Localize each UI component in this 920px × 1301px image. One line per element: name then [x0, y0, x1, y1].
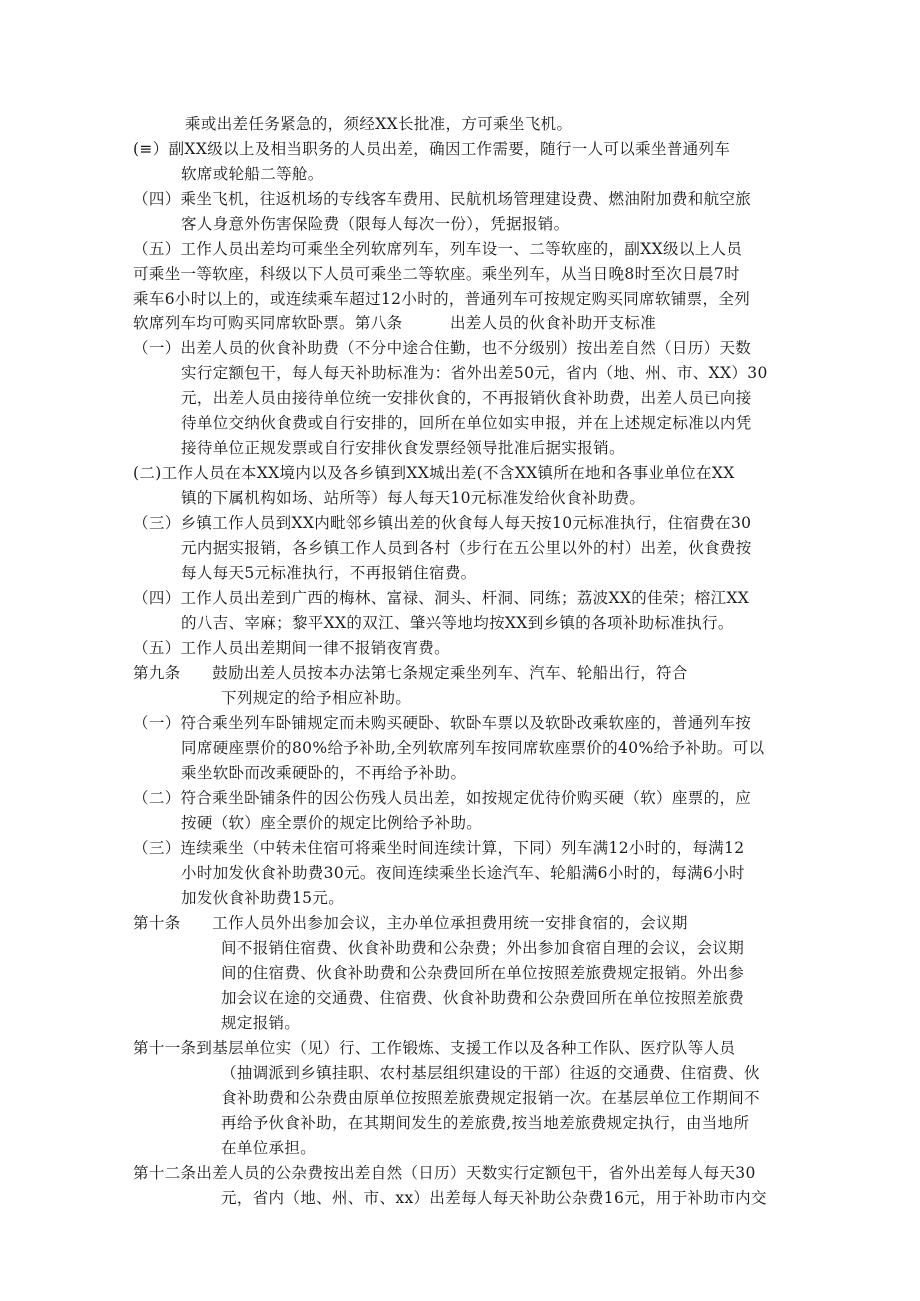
- text-line: 乘车6小时以上的，或连续乘车超过12小时的，普通列车可按规定购买同席软铺票，全列: [133, 290, 751, 308]
- text-line: 间的住宿费、伙食补助费和公杂费回所在单位按照差旅费规定报销。外出参: [221, 964, 745, 982]
- text-line: 按硬（软）座全票价的规定比例给予补助。: [181, 814, 483, 832]
- text-line: 在单位承担。: [221, 1139, 317, 1157]
- text-line: 元内据实报销，各乡镇工作人员到各村（步行在五公里以外的村）出差，伙食费按: [181, 539, 752, 557]
- text-line: 加会议在途的交通费、住宿费、伙食补助费和公杂费回所在单位按照差旅费: [221, 989, 745, 1007]
- text-line: 小时加发伙食补助费30元。夜间连续乘坐长途汽车、轮船满6小时的，每满6小时: [181, 864, 745, 882]
- text-line: 实行定额包干，每人每天补助标准为：省外出差50元，省内（地、州、市、XX）30: [181, 364, 768, 382]
- text-line: 元，省内（地、州、市、xx）出差每人每天补助公杂费16元，用于补助市内交: [221, 1189, 767, 1207]
- text-line: (≡）副XX级以上及相当职务的人员出差，确因工作需要，随行一人可以乘坐普通列车: [133, 140, 731, 158]
- text-line: 规定报销。: [221, 1014, 301, 1032]
- text-line: 同席硬座票价的80%给予补助,全列软席列车按同席软座票价的40%给予补助。可以: [181, 739, 765, 757]
- text-line: 元，出差人员由接待单位统一安排伙食的，不再报销伙食补助费，出差人员已向接: [181, 389, 752, 407]
- text-line: 每人每天5元标准执行，不再报销住宿费。: [181, 564, 477, 582]
- text-line: 软席或轮船二等舱。: [181, 165, 324, 183]
- text-line: (二)工作人员在本XX境内以及各乡镇到XX城出差(不含XX镇所在地和各事业单位在XX: [133, 464, 735, 482]
- text-line: （三）乡镇工作人员到XX内毗邻乡镇出差的伙食每人每天按10元标准执行，住宿费在30: [133, 514, 752, 532]
- text-line: 待单位交纳伙食费或自行安排的，回所在单位如实申报，并在上述规定标准以内凭: [181, 414, 752, 432]
- text-line: 食补助费和公杂费由原单位按照差旅费规定报销一次。在基层单位工作期间不: [221, 1089, 760, 1107]
- text-line: 镇的下属机构如场、站所等）每人每天10元标准发给伙食补助费。: [181, 489, 646, 507]
- text-line: （二）符合乘坐卧铺条件的因公伤残人员出差，如按规定优待价购买硬（软）座票的，应: [133, 789, 752, 807]
- text-line: 第十一条到基层单位实（见）行、工作锻炼、支援工作以及各种工作队、医疗队等人员: [133, 1039, 736, 1057]
- text-line: 第十条 工作人员外出参加会议，主办单位承担费用统一安排食宿的，会议期: [133, 914, 688, 932]
- text-line: （四）乘坐飞机，往返机场的专线客车费用、民航机场管理建设费、燃油附加费和航空旅: [133, 190, 752, 208]
- text-line: 可乘坐一等软座，科级以下人员可乘坐二等软座。乘坐列车，从当日晚8时至次日晨7时: [133, 265, 740, 283]
- text-line: 接待单位正规发票或自行安排伙食发票经领导批准后据实报销。: [181, 439, 625, 457]
- text-line: （五）工作人员出差均可乘坐全列软席列车，列车设一、二等软座的，副XX级以上人员: [133, 240, 743, 258]
- text-line: 乘坐软卧而改乘硬卧的，不再给予补助。: [181, 764, 467, 782]
- text-line: 间不报销住宿费、伙食补助费和公杂费；外出参加食宿自理的会议，会议期: [221, 939, 745, 957]
- text-line: 软席列车均可购买同席软卧票。第八条 出差人员的伙食补助开支标准: [133, 314, 657, 332]
- text-line: 第十二条出差人员的公杂费按出差自然（日历）天数实行定额包干，省外出差每人每天30: [133, 1164, 756, 1182]
- text-line: 加发伙食补助费15元。: [181, 889, 345, 907]
- text-line: （四）工作人员出差到广西的梅林、富禄、洞头、杆洞、同练；荔波XX的佳荣；榕江XX: [133, 589, 750, 607]
- text-line: （五）工作人员出差期间一律不报销夜宵费。: [133, 639, 451, 657]
- text-line: （一）符合乘坐列车卧铺规定而未购买硬卧、软卧车票以及软卧改乘软座的，普通列车按: [133, 714, 752, 732]
- text-line: 客人身意外伤害保险费（限每人每次一份），凭据报销。: [181, 215, 570, 233]
- text-line: 的八吉、宰麻；黎平XX的双江、肇兴等地均按XX到乡镇的各项补助标准执行。: [181, 614, 734, 632]
- text-line: 再给予伙食补助，在其期间发生的差旅费,按当地差旅费规定执行，由当地所: [221, 1114, 750, 1132]
- text-line: 下列规定的给予相应补助。: [221, 689, 412, 707]
- text-line: 乘或出差任务紧急的，须经XX长批准，方可乘坐飞机。: [185, 115, 573, 133]
- text-line: 第九条 鼓励出差人员按本办法第七条规定乘坐列车、汽车、轮船出行，符合: [133, 664, 688, 682]
- text-line: （抽调派到乡镇挂职、农村基层组织建设的干部）往返的交通费、住宿费、伙: [221, 1064, 760, 1082]
- text-line: （一）出差人员的伙食补助费（不分中途合住勤，也不分级别）按出差自然（日历）天数: [133, 339, 752, 357]
- text-line: （三）连续乘坐（中转未住宿可将乘坐时间连续计算，下同）列车满12小时的，每满12: [133, 839, 745, 857]
